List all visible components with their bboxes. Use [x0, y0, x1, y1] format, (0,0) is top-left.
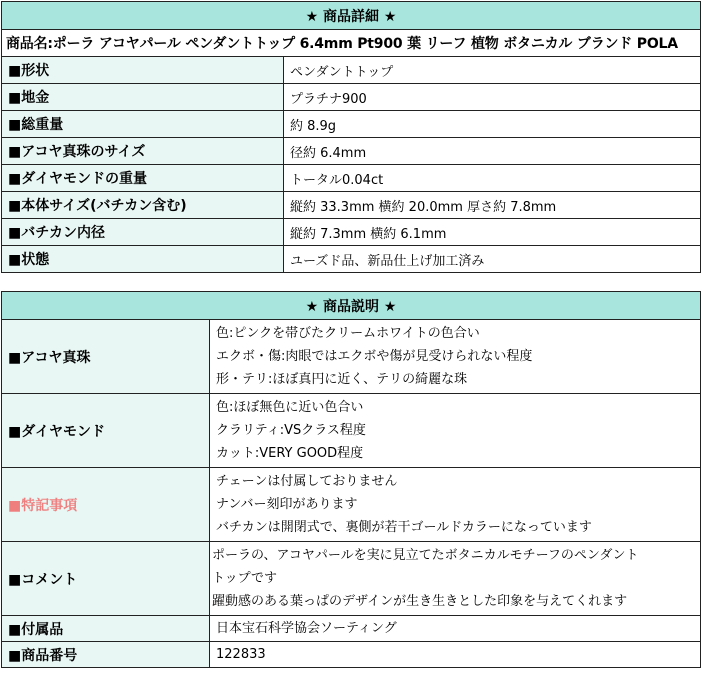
details-header: ★ 商品詳細 ★: [2, 2, 701, 30]
table-row: [2, 138, 701, 165]
row-label: ■特記事項: [2, 468, 210, 542]
row-value: [210, 616, 701, 642]
row-value: ユーズド品、新品仕上げ加工済み: [284, 246, 701, 273]
table-row: [2, 111, 701, 138]
value-line: エクボ・傷:肉眼ではエクボや傷が見受けられない程度: [216, 349, 533, 364]
table-row: [2, 542, 701, 616]
value-line: 日本宝石科学協会ソーティング: [216, 621, 397, 636]
table-row: [2, 57, 701, 84]
row-value: [210, 394, 701, 468]
description-table: [1, 291, 701, 668]
row-label: ■アコヤ真珠: [2, 320, 210, 394]
row-label: ■バチカン内径: [2, 219, 284, 246]
row-value: プラチナ900: [284, 84, 701, 111]
value-line: カット:VERY GOOD程度: [216, 446, 364, 461]
row-value: [210, 642, 701, 668]
row-label: ■ダイヤモンド: [2, 394, 210, 468]
value-line: バチカンは開閉式で、裏側が若干ゴールドカラーになっています: [216, 520, 592, 535]
description-header: ★ 商品説明 ★: [2, 292, 701, 320]
row-label: ■地金: [2, 84, 284, 111]
row-label: ■アコヤ真珠のサイズ: [2, 138, 284, 165]
row-label: ■形状: [2, 57, 284, 84]
value-line: ポーラの、アコヤパールを実に見立てたボタニカルモチーフのペンダント: [212, 548, 639, 563]
table-row: [2, 219, 701, 246]
row-value: 縦約 33.3mm 横約 20.0mm 厚さ約 7.8mm: [284, 192, 701, 219]
row-label: ■コメント: [2, 542, 210, 616]
table-row: [2, 642, 701, 668]
row-value: [210, 320, 701, 394]
table-row: [2, 468, 701, 542]
row-value: [210, 542, 701, 616]
row-label: ■ダイヤモンドの重量: [2, 165, 284, 192]
row-value: トータル0.04ct: [284, 165, 701, 192]
product-title: 商品名:ポーラ アコヤパール ペンダントトップ 6.4mm Pt900 葉 リーフ 植物 ボタニカル ブランド POLA: [2, 30, 701, 57]
row-label: ■商品番号: [2, 642, 210, 668]
value-line: 形・テリ:ほぼ真円に近く、テリの綺麗な珠: [216, 372, 468, 387]
value-line: 122833: [216, 647, 266, 662]
row-value: ペンダントトップ: [284, 57, 701, 84]
table-row: [2, 246, 701, 273]
row-value: 約 8.9g: [284, 111, 701, 138]
row-label: ■本体サイズ(バチカン含む): [2, 192, 284, 219]
value-line: 躍動感のある葉っぱのデザインが生き生きとした印象を与えてくれます: [212, 594, 628, 609]
table-row: [2, 394, 701, 468]
row-label: ■総重量: [2, 111, 284, 138]
details-table: [1, 1, 701, 273]
table-row: [2, 84, 701, 111]
value-line: チェーンは付属しておりません: [216, 474, 398, 489]
value-line: 色:ピンクを帯びたクリームホワイトの色合い: [216, 326, 480, 341]
row-value: 径約 6.4mm: [284, 138, 701, 165]
value-line: 色:ほぼ無色に近い色合い: [216, 400, 364, 415]
table-row: [2, 165, 701, 192]
table-row: [2, 320, 701, 394]
value-line: ナンバー刻印があります: [216, 497, 358, 512]
row-label: ■付属品: [2, 616, 210, 642]
table-row: [2, 192, 701, 219]
row-value: 縦約 7.3mm 横約 6.1mm: [284, 219, 701, 246]
row-label: ■状態: [2, 246, 284, 273]
value-line: トップです: [212, 571, 278, 586]
value-line: クラリティ:VSクラス程度: [216, 423, 366, 438]
table-row: [2, 616, 701, 642]
row-value: [210, 468, 701, 542]
